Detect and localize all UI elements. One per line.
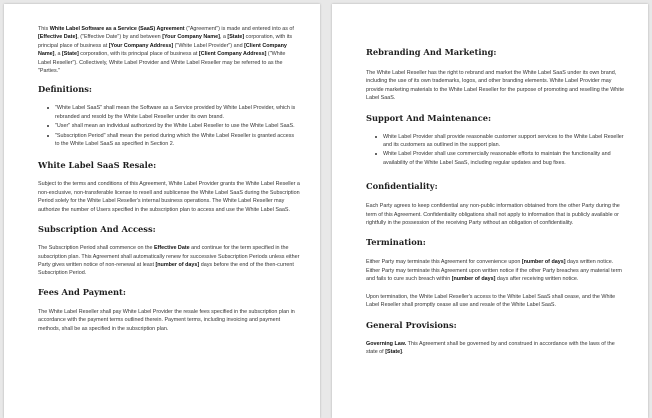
maintenance-item: White Label Provider shall provide reasonable customer support services to the White Label Reseller and its customers as outlined in the support plan. [383,133,626,150]
definitions-heading: Definitions: [38,84,92,95]
maintenance-item: White Label Provider shall use commercially reasonable efforts to maintain the functionality and availability of the White Label SaaS, including regular updates and bug fixes. [383,150,626,167]
termination-paragraph-2: Upon termination, the White Label Reseller's access to the White Label SaaS shall cease, and the White Label Reseller shall promptly cease all use and resale of the White Label SaaS. [366,293,616,309]
bold-text: [Client Company Name] [38,42,287,58]
bold-text: [number of days] [155,261,200,268]
bold-text: [Effective Date] [38,34,78,41]
text-run: days before the end of the then-current Subscription Period. [38,261,294,277]
text-run: days written notice. Either Party may terminate this Agreement upon written notice if the other Party breaches any material term and fails to cure such breach within [366,259,622,283]
rebranding-paragraph: The White Label Reseller has the right to rebrand and market the White Label SaaS under its own brand, including the use of its own trademarks, logos, and other branding elements. White Label Provider may provide marketing materials to the White Label Reseller for the purpose of promoting and reselling the White Label SaaS. [366,70,624,102]
bold-text: Effective Date [153,245,190,252]
bold-text: [Client Company Address] [198,51,267,58]
maintenance-heading: Support And Maintenance: [366,112,492,123]
text-run: corporation, with its principal place of business at [78,51,199,58]
rebranding-heading: Rebranding And Marketing: [366,47,497,57]
bold-text: [number of days] [451,276,496,283]
document-page-left [4,4,320,418]
fees-heading: Fees And Payment: [38,286,126,297]
definition-item: "White Label SaaS" shall mean the Software as a Service provided by White Label Provider, which is rebranded and resold by the White Label Reseller under its own brand. [55,104,300,121]
resale-paragraph: Subject to the terms and conditions of this Agreement, White Label Provider grants the White Label Reseller a non-exclusive, non-transferable license to resell and sublicense the White Label SaaS during the Subscription Period solely for the White Label Reseller's internal business operations. The White Label Reseller may authorize the number of Users specified in the subscription plan to access and use the White Label SaaS. [38,181,300,213]
bold-text: [State] [227,34,245,41]
confidentiality-heading: Confidentiality: [366,181,438,192]
bold-text: [State] [385,348,402,355]
definitions-list [38,104,300,148]
subscription-heading: Subscription And Access: [38,224,156,235]
general-paragraph [366,340,626,357]
bold-text: Governing Law. [366,340,407,347]
confidentiality-paragraph: Each Party agrees to keep confidential any non-public information obtained from the other Party during the term of this Agreement. Confidentiality obligations shall not apply to information that is publicly available or rightfully in the possession of the receiving Party without an obligation of confidentiality. [366,203,620,227]
text-run: ("White Label Reseller"). Collectively, White Label Provider and White Label Reseller may be referred to as the "Parties." [38,51,286,75]
text-run: The Subscription Period shall commence on the [38,245,154,252]
intro-paragraph [38,25,300,75]
bold-text: [number of days] [521,259,566,266]
termination-heading: Termination: [366,237,426,248]
text-run: . [401,348,404,355]
bold-text: [Your Company Name] [162,34,220,41]
text-run: and continue for the term specified in the subscription plan. This Agreement shall automatically renew for successive Subscription Periods unless either Party gives written notice of non-renewal at least [38,245,300,268]
text-run: days after receiving written notice. [495,276,579,283]
text-run: , a [54,51,62,58]
text-run: ("Agreement") is made and entered into as of [184,26,294,32]
general-heading: General Provisions: [366,319,457,330]
fees-paragraph: The White Label Reseller shall pay White Label Provider the resale fees specified in the subscription plan in accordance with the payment terms outlined therein. Payment terms, including invoicing and payment methods, shall be as specified in the subscription plan. [38,308,295,332]
resale-heading: White Label SaaS Resale: [38,160,157,171]
text-run: , a [219,34,228,41]
definition-item: "User" shall mean an individual authorized by the White Label Reseller to use the White Label SaaS. [55,122,300,130]
text-run: This [38,26,50,32]
text-run: corporation, with its principal place of business at [38,34,293,49]
termination-paragraph-1 [366,258,626,283]
text-run: ("White Label Provider") and [173,42,245,49]
text-run: Either Party may terminate this Agreement for convenience upon [366,259,522,266]
maintenance-list [366,133,626,168]
definition-item: "Subscription Period" shall mean the period during which the White Label Reseller is granted access to the White Label SaaS as specified in Section 2. [55,132,300,149]
text-run: This Agreement shall be governed by and construed in accordance with the laws of the state of [366,340,615,355]
bold-text: White Label Software as a Service (SaaS) Agreement [49,26,185,32]
document-page-right [332,4,648,418]
subscription-paragraph [38,244,300,278]
bold-text: [State] [61,51,79,58]
bold-text: [Your Company Address] [108,42,174,49]
text-run: , ("Effective Date") by and between [77,34,163,41]
